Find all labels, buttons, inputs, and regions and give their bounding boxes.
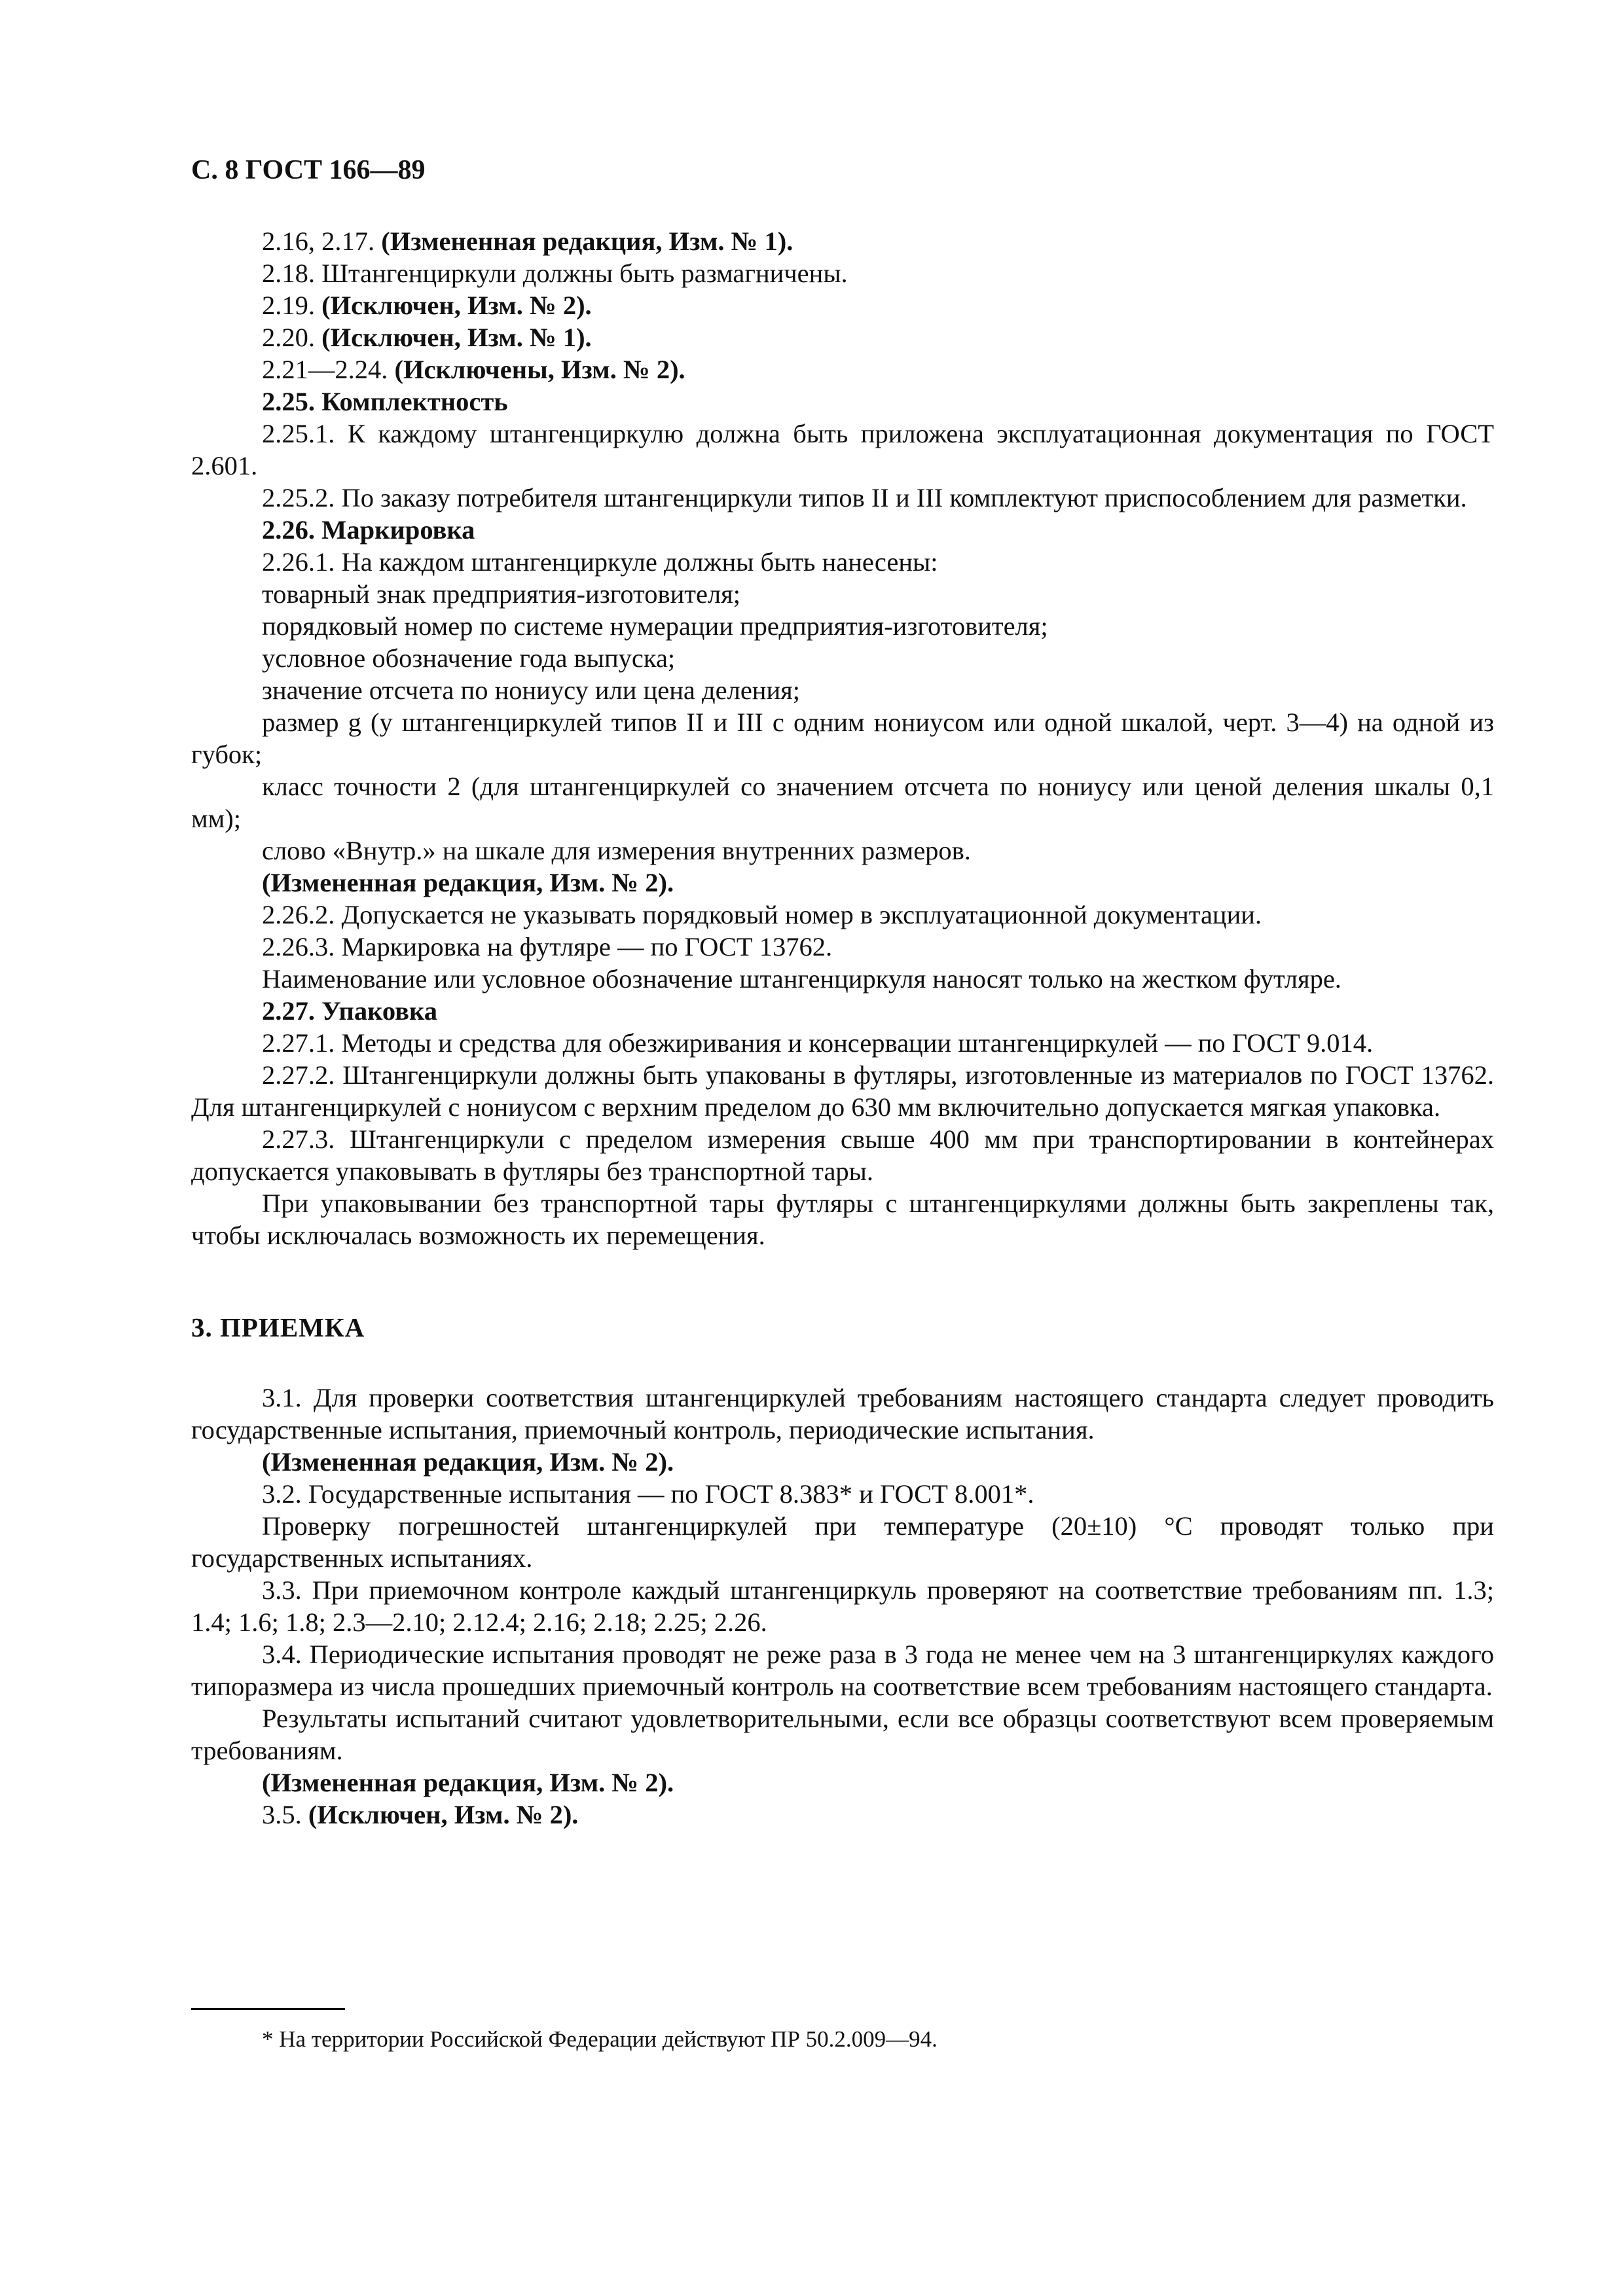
amendment-note — [191, 1446, 1494, 1478]
amendment-text: (Исключен, Изм. № 2). — [321, 291, 592, 320]
paragraph: 3.1. Для проверки соответствия штангенциркулей требованиям настоящего стандарта следует проводить государственные испытания, приемочный контроль, периодические испытания. — [191, 1383, 1494, 1444]
paragraph: Проверку погрешностей штангенциркулей при температуре (20±10) °С проводят только при государственных испытаниях. — [191, 1511, 1494, 1573]
section-2-content — [191, 225, 1494, 1251]
paragraph: 3.3. При приемочном контроле каждый штангенциркуль проверяют на соответствие требованиям пп. 1.3; 1.4; 1.6; 1.8; 2.3—2.10; 2.12.4; 2.16; 2.18; 2.25; 2.26. — [191, 1575, 1494, 1637]
paragraph: Результаты испытаний считают удовлетворительными, если все образцы соответствуют всем проверяемым требованиям. — [191, 1704, 1494, 1765]
amendment-text: (Измененная редакция, Изм. № 2). — [262, 868, 674, 897]
paragraph: класс точности 2 (для штангенциркулей со значением отсчета по нониусу или ценой деления шкалы 0,1 мм); — [191, 772, 1494, 833]
page-header: С. 8 ГОСТ 166—89 — [191, 155, 426, 185]
subsection-heading: 2.26. Маркировка — [262, 515, 475, 545]
paragraph: порядковый номер по системе нумерации предприятия-изготовителя; — [262, 611, 1048, 641]
paragraph: 3.4. Периодические испытания проводят не реже раза в 3 года не менее чем на 3 штангенциркулях каждого типоразмера из числа прошедших приемочный контроль на соответствие всем требованиям настоящего стандарта. — [191, 1640, 1494, 1701]
amendment-text: (Исключен, Изм. № 1). — [321, 323, 592, 352]
subsection-heading: 2.25. Комплектность — [262, 387, 508, 416]
amendment-note — [191, 225, 1494, 257]
amendment-note — [191, 289, 1494, 321]
amendment-note — [191, 867, 1494, 899]
amendment-note — [191, 353, 1494, 386]
paragraph: 2.26.3. Маркировка на футляре — по ГОСТ 13762. — [262, 932, 833, 961]
amendment-text: (Измененная редакция, Изм. № 2). — [262, 1447, 674, 1477]
paragraph: значение отсчета по нониусу или цена деления; — [262, 675, 801, 705]
subsection-heading: 2.27. Упаковка — [262, 996, 437, 1026]
paragraph: 2.27.1. Методы и средства для обезжиривания и консервации штангенциркулей — по ГОСТ 9.014. — [262, 1028, 1374, 1058]
paragraph: товарный знак предприятия-изготовителя; — [262, 579, 741, 609]
amendment-text: (Измененная редакция, Изм. № 1). — [381, 226, 793, 256]
clause-number: 2.19. — [262, 291, 322, 320]
paragraph: 2.26.2. Допускается не указывать порядковый номер в эксплуатационной документации. — [262, 900, 1262, 929]
paragraph: 2.27.3. Штангенциркули с пределом измерения свыше 400 мм при транспортировании в контейнерах допускается упаковывать в футляры без транспортной тары. — [191, 1124, 1494, 1186]
section-3-content — [191, 1382, 1494, 1831]
amendment-note — [191, 321, 1494, 353]
paragraph: 2.25.2. По заказу потребителя штангенциркули типов II и III комплектуют приспособлением для разметки. — [262, 483, 1467, 512]
clause-number: 2.16, 2.17. — [262, 226, 382, 256]
amendment-note — [191, 1767, 1494, 1799]
paragraph: 2.27.2. Штангенциркули должны быть упакованы в футляры, изготовленные из материалов по ГОСТ 13762. Для штангенциркулей с нониусом с верхним пределом до 630 мм включительно допускается мягкая упаковка. — [191, 1060, 1494, 1122]
paragraph: условное обозначение года выпуска; — [262, 643, 676, 673]
paragraph: слово «Внутр.» на шкале для измерения внутренних размеров. — [262, 836, 971, 865]
paragraph: 3.2. Государственные испытания — по ГОСТ 8.383* и ГОСТ 8.001*. — [262, 1479, 1034, 1509]
paragraph: При упаковывании без транспортной тары футляры с штангенциркулями должны быть закреплены так, чтобы исключалась возможность их перемещения. — [191, 1189, 1494, 1250]
paragraph: 2.25.1. К каждому штангенциркулю должна быть приложена эксплуатационная документация по ГОСТ 2.601. — [191, 419, 1494, 480]
clause-number: 2.21—2.24. — [262, 355, 395, 384]
amendment-text: (Измененная редакция, Изм. № 2). — [262, 1768, 674, 1797]
section-3-title: 3. ПРИЕМКА — [191, 1312, 365, 1342]
paragraph: Наименование или условное обозначение штангенциркуля наносят только на жестком футляре. — [262, 964, 1341, 994]
amendment-note — [191, 1799, 1494, 1831]
amendment-text: (Исключен, Изм. № 2). — [308, 1800, 579, 1829]
paragraph: 2.26.1. На каждом штангенциркуле должны быть нанесены: — [262, 547, 938, 577]
paragraph: 2.18. Штангенциркули должны быть размагничены. — [262, 259, 848, 288]
document-body — [191, 225, 1494, 1831]
paragraph: размер g (у штангенциркулей типов II и III с одним нониусом или одной шкалой, черт. 3—4) на одной из губок; — [191, 708, 1494, 769]
clause-number: 2.20. — [262, 323, 322, 352]
clause-number: 3.5. — [262, 1800, 308, 1829]
footnote: * На территории Российской Федерации действуют ПР 50.2.009—94. — [262, 2026, 938, 2052]
footnote-rule — [191, 2008, 345, 2010]
amendment-text: (Исключены, Изм. № 2). — [394, 355, 685, 384]
